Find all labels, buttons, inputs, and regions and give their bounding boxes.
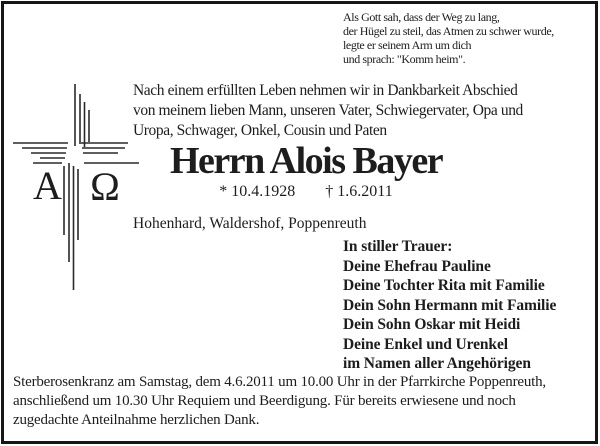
mourner-line: Dein Sohn Hermann mit Familie	[343, 296, 557, 314]
poem-line: der Hügel zu steil, das Atmen zu schwer wurde,	[343, 24, 554, 38]
funeral-line: Sterberosenkranz am Samstag, dem 4.6.2011 um 10.00 Uhr in der Pfarrkirche Poppenreuth,	[13, 374, 546, 390]
intro-line: Nach einem erfüllten Leben nehmen wir in Dankbarkeit Abschied	[133, 82, 518, 99]
poem-line: und sprach: "Komm heim".	[343, 52, 466, 66]
birth-date: * 10.4.1928	[219, 183, 296, 200]
mourner-line: Deine Ehefrau Pauline	[343, 257, 491, 275]
death-date: † 1.6.2011	[325, 183, 393, 200]
alpha-symbol: A	[33, 163, 62, 208]
mourner-line: Dein Sohn Oskar mit Heidi	[343, 316, 521, 333]
mourner-line: Deine Enkel und Urenkel	[343, 335, 508, 353]
mourner-line: im Namen aller Angehörigen	[343, 355, 531, 372]
memorial-poem	[343, 10, 554, 66]
omega-symbol: Ω	[90, 164, 120, 209]
residence-places: Hohenhard, Waldershof, Poppenreuth	[133, 215, 367, 232]
poem-line: Als Gott sah, dass der Weg zu lang,	[343, 10, 500, 24]
mourners-list	[343, 237, 556, 374]
intro-line: von meinem lieben Mann, unseren Vater, Schwiegervater, Opa und	[133, 102, 523, 119]
life-dates	[133, 183, 479, 201]
mourner-line: Deine Tochter Rita mit Familie	[343, 277, 545, 294]
intro-text	[133, 81, 523, 141]
poem-line: legte er seinem Arm um dich	[343, 38, 472, 52]
intro-line: Uropa, Schwager, Onkel, Cousin und Paten	[133, 122, 387, 139]
deceased-name: Herrn Alois Bayer	[169, 140, 443, 182]
funeral-line: zugedachte Anteilnahme herzlichen Dank.	[13, 412, 260, 428]
mourner-line: In stiller Trauer:	[343, 238, 453, 255]
funeral-details	[13, 373, 546, 430]
cross-icon	[6, 76, 146, 306]
funeral-line: anschließend um 10.30 Uhr Requiem und Beerdigung. Für bereits erwiesene und noch	[13, 393, 516, 409]
